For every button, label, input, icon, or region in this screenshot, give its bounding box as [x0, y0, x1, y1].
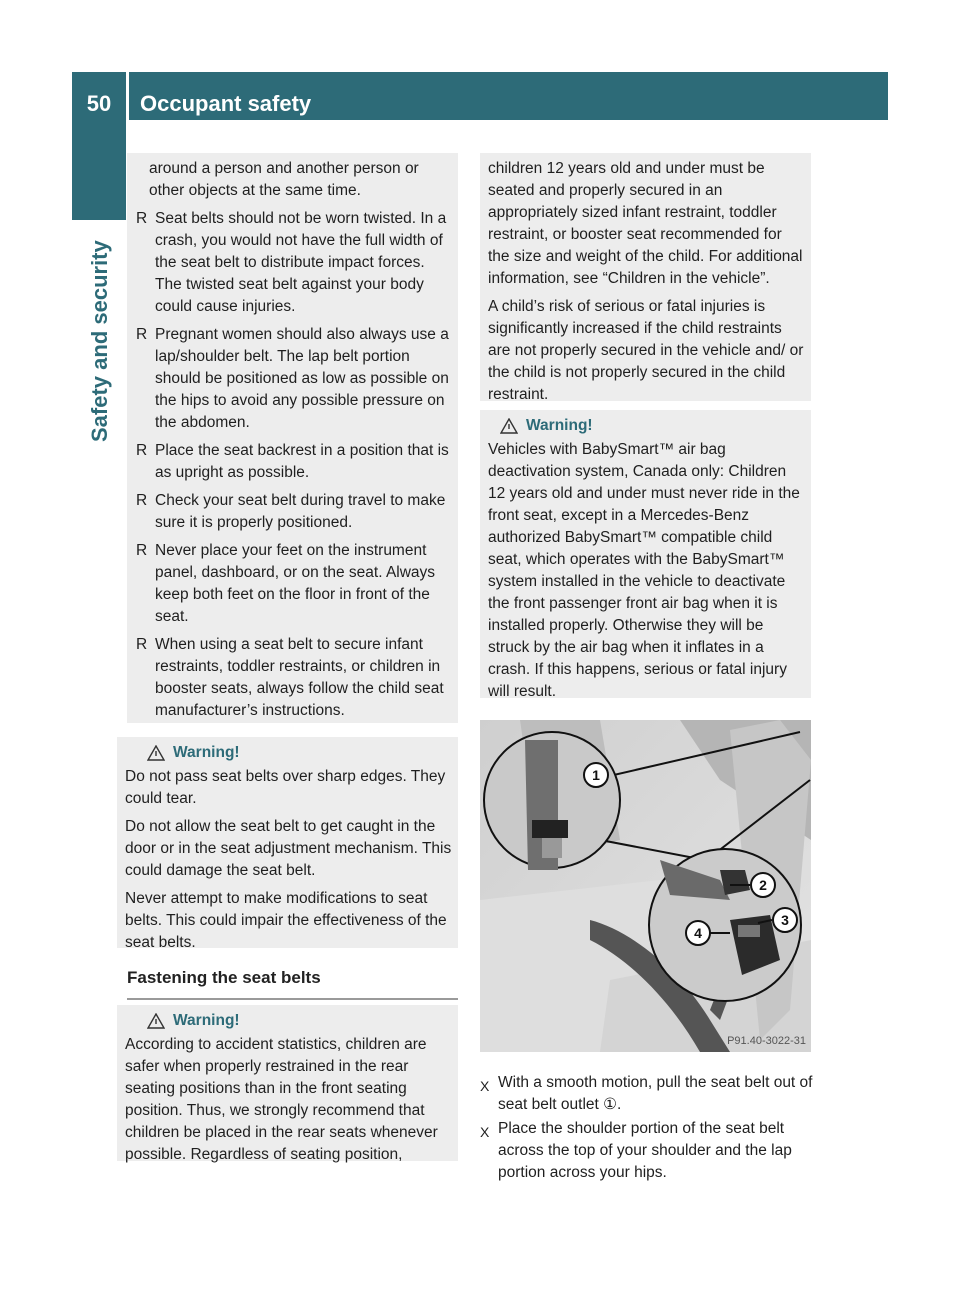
callout-2 — [751, 873, 775, 897]
seat-belt-illustration — [480, 720, 811, 1052]
list-item: R Seat belts should not be worn twisted. In a crash, you would not have the full width of the seat belt to distribute impact forces. The twisted seat belt against your body could cause injuries. — [136, 210, 447, 315]
bullet-marker: R — [136, 210, 148, 227]
bullet-marker: R — [136, 542, 148, 559]
warning-paragraph: Vehicles with BabySmart™ air bag deactivation system, Canada only: Children 12 years old and under must never ride in the front seat, except in a Mercedes-Benz authorized BabySmart™ compatible child seat, which operates with the BabySmart™ system installed in the vehicle to deactivate the front passenger front air bag when it is installed properly. Otherwise they will be struck by the air bag when it inflates in a crash. If this happens, serious or fatal injury will result. — [488, 441, 800, 700]
callout-4 — [686, 921, 710, 945]
instruction-step: X Place the shoulder portion of the seat belt across the top of your shoulder and the lap portion across your hips. — [480, 1120, 792, 1181]
bullet-marker: R — [136, 636, 148, 653]
svg-text:1: 1 — [592, 767, 600, 783]
seat-belt-figure — [480, 720, 811, 1052]
paragraph: A child’s risk of serious or fatal injuries is significantly increased if the child restraints are not properly secured in the vehicle and/ or the child is not properly secured in the child restraint. — [488, 298, 804, 403]
step-arrow-icon: X — [480, 1124, 490, 1140]
warning-paragraph: Do not pass seat belts over sharp edges. They could tear. — [125, 768, 446, 807]
step-arrow-icon: X — [480, 1078, 490, 1094]
page-number: 50 — [86, 91, 112, 116]
list-item: R When using a seat belt to secure infant restraints, toddler restraints, or children in booster seats, always follow the child seat manufacturer’s instructions. — [136, 636, 444, 719]
side-section-label: Safety and security — [87, 240, 112, 442]
header-divider — [126, 72, 129, 120]
warning-header — [147, 742, 452, 764]
warning-paragraph: Never attempt to make modifications to seat belts. This could impair the effectiveness of the seat belts. — [125, 890, 447, 951]
bullet-marker: R — [136, 492, 148, 509]
right-continuation-box — [480, 153, 811, 401]
callout-3 — [773, 908, 797, 932]
warning-title: Warning! — [526, 417, 593, 434]
page-title: Occupant safety — [140, 91, 312, 116]
warning-title: Warning! — [173, 1012, 240, 1029]
figure-code: P91.40-3022-31 — [727, 1035, 806, 1047]
warning-triangle-icon — [147, 1013, 165, 1029]
bullet-marker: R — [136, 442, 148, 459]
bullet-marker: R — [136, 326, 148, 343]
paragraph: children 12 years old and under must be seated and properly secured in an appropriately sized infant restraint, toddler restraint, or booster seat recommended for the size and weight of the child. For additional information, see “Children in the vehicle”. — [488, 160, 803, 287]
warning-triangle-icon — [500, 418, 518, 434]
warning-box-children — [117, 1005, 458, 1161]
instruction-step: X With a smooth motion, pull the seat belt out of seat belt outlet ①. — [480, 1074, 813, 1113]
side-tab — [72, 120, 126, 220]
svg-text:2: 2 — [759, 877, 767, 893]
callout-1 — [584, 763, 608, 787]
list-item: R Place the seat backrest in a position that is as upright as possible. — [136, 442, 449, 481]
section-heading: Fastening the seat belts — [127, 968, 458, 1000]
list-item: R Pregnant women should also always use a lap/shoulder belt. The lap belt portion should be positioned as low as possible on the hips to avoid any possible pressure on the abdomen. — [136, 326, 449, 431]
svg-text:4: 4 — [694, 925, 702, 941]
warning-title: Warning! — [173, 744, 240, 761]
warning-box-babysmart — [480, 410, 811, 698]
warning-paragraph: According to accident statistics, children are safer when properly restrained in the rear seating positions than in the front seating position. Thus, we strongly recommend that children be placed in the rear seats whenever possible. Regardless of seating position, — [125, 1036, 438, 1163]
warning-header — [147, 1010, 452, 1032]
warning-header — [500, 415, 805, 437]
continuation-text: around a person and another person or other objects at the same time. — [149, 160, 419, 199]
list-item: R Never place your feet on the instrument panel, dashboard, or on the seat. Always keep both feet on the floor in front of the seat. — [136, 542, 436, 625]
svg-text:3: 3 — [781, 912, 789, 928]
list-item: R Check your seat belt during travel to make sure it is properly positioned. — [136, 492, 446, 531]
left-safety-box — [127, 153, 458, 723]
warning-box-edges — [117, 737, 458, 951]
warning-triangle-icon — [147, 745, 165, 761]
warning-paragraph: Do not allow the seat belt to get caught in the door or in the seat adjustment mechanism. This could damage the seat belt. — [125, 818, 452, 879]
